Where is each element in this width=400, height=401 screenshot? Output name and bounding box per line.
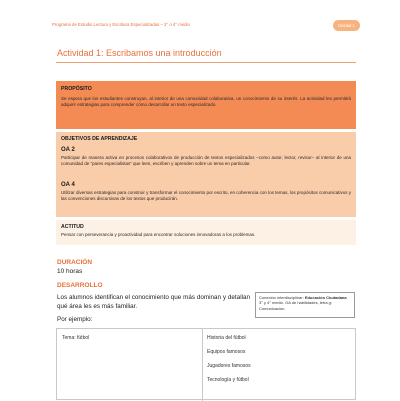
- page-header: [52, 22, 360, 31]
- duracion-value: 10 horas: [57, 268, 83, 275]
- note-subject: Educación Ciudadana: [304, 295, 347, 300]
- oa4-text: Utilizar diversas estrategias para construir y transformar el conocimiento por escrito, en coherencia con los temas, los propósitos comunicativos y las convenciones discursivas de los textos que producirán.: [61, 190, 351, 202]
- list-item: Tecnología y fútbol: [207, 377, 249, 383]
- actitud-heading: ACTITUD: [61, 224, 84, 230]
- oa2-text: Participar de manera activa en procesos colaborativos de producción de textos especializados –como autor, lector, revisor– al interior de una comunidad de “pares especialistas” que leen, escriben y aprenden sobre un tema en particular.: [61, 155, 351, 167]
- actitud-text: Pensar con perseverancia y proactividad para encontrar soluciones innovadoras a los problemas.: [61, 232, 256, 237]
- title-divider: [56, 62, 356, 63]
- activity-title: Actividad 1: Escribamos una introducción: [57, 48, 222, 58]
- note-prefix: Conexión interdisciplinar:: [259, 295, 305, 300]
- topic-cell: Tema: fútbol: [62, 335, 90, 341]
- proposito-text: Se espera que los estudiantes construyan, al interior de una comunidad colaborativa, un conocimiento de su interés. La actividad les permitirá adquirir estrategias para comprender cómo desarrollar un texto especializado.: [61, 96, 351, 108]
- objetivos-heading: OBJETIVOS DE APRENDIZAJE: [61, 136, 138, 142]
- list-item: Jugadores famosos: [207, 363, 251, 369]
- desarrollo-text: Los alumnos identifican el conocimiento que más dominan y detallan qué área les es más familiar.: [57, 294, 250, 310]
- note-suffix: 3° y 4° medio, OA de habilidades, letra g: Comunicación.: [259, 300, 333, 311]
- proposito-heading: PROPÓSITO: [61, 86, 92, 92]
- list-item: Historia del fútbol: [207, 335, 246, 341]
- desarrollo-label: DESARROLLO: [57, 282, 103, 289]
- example-table: [56, 328, 356, 400]
- interdisciplinary-note: [255, 292, 355, 318]
- unit-badge: Unidad 1: [333, 20, 360, 31]
- duracion-label: DURACIÓN: [57, 259, 93, 266]
- list-item: Equipos famosos: [207, 349, 246, 355]
- program-subtitle: Programa de Estudio Lectura y Escritura Especializadas – 3° o 4° medio: [52, 22, 190, 27]
- oa2-code: OA 2: [61, 147, 75, 153]
- objetivos-box: [56, 132, 356, 217]
- actitud-box: [56, 220, 356, 245]
- table-column-divider: [202, 329, 203, 401]
- example-label: Por ejemplo:: [57, 316, 93, 323]
- proposito-box: [56, 81, 356, 129]
- oa4-code: OA 4: [61, 182, 75, 188]
